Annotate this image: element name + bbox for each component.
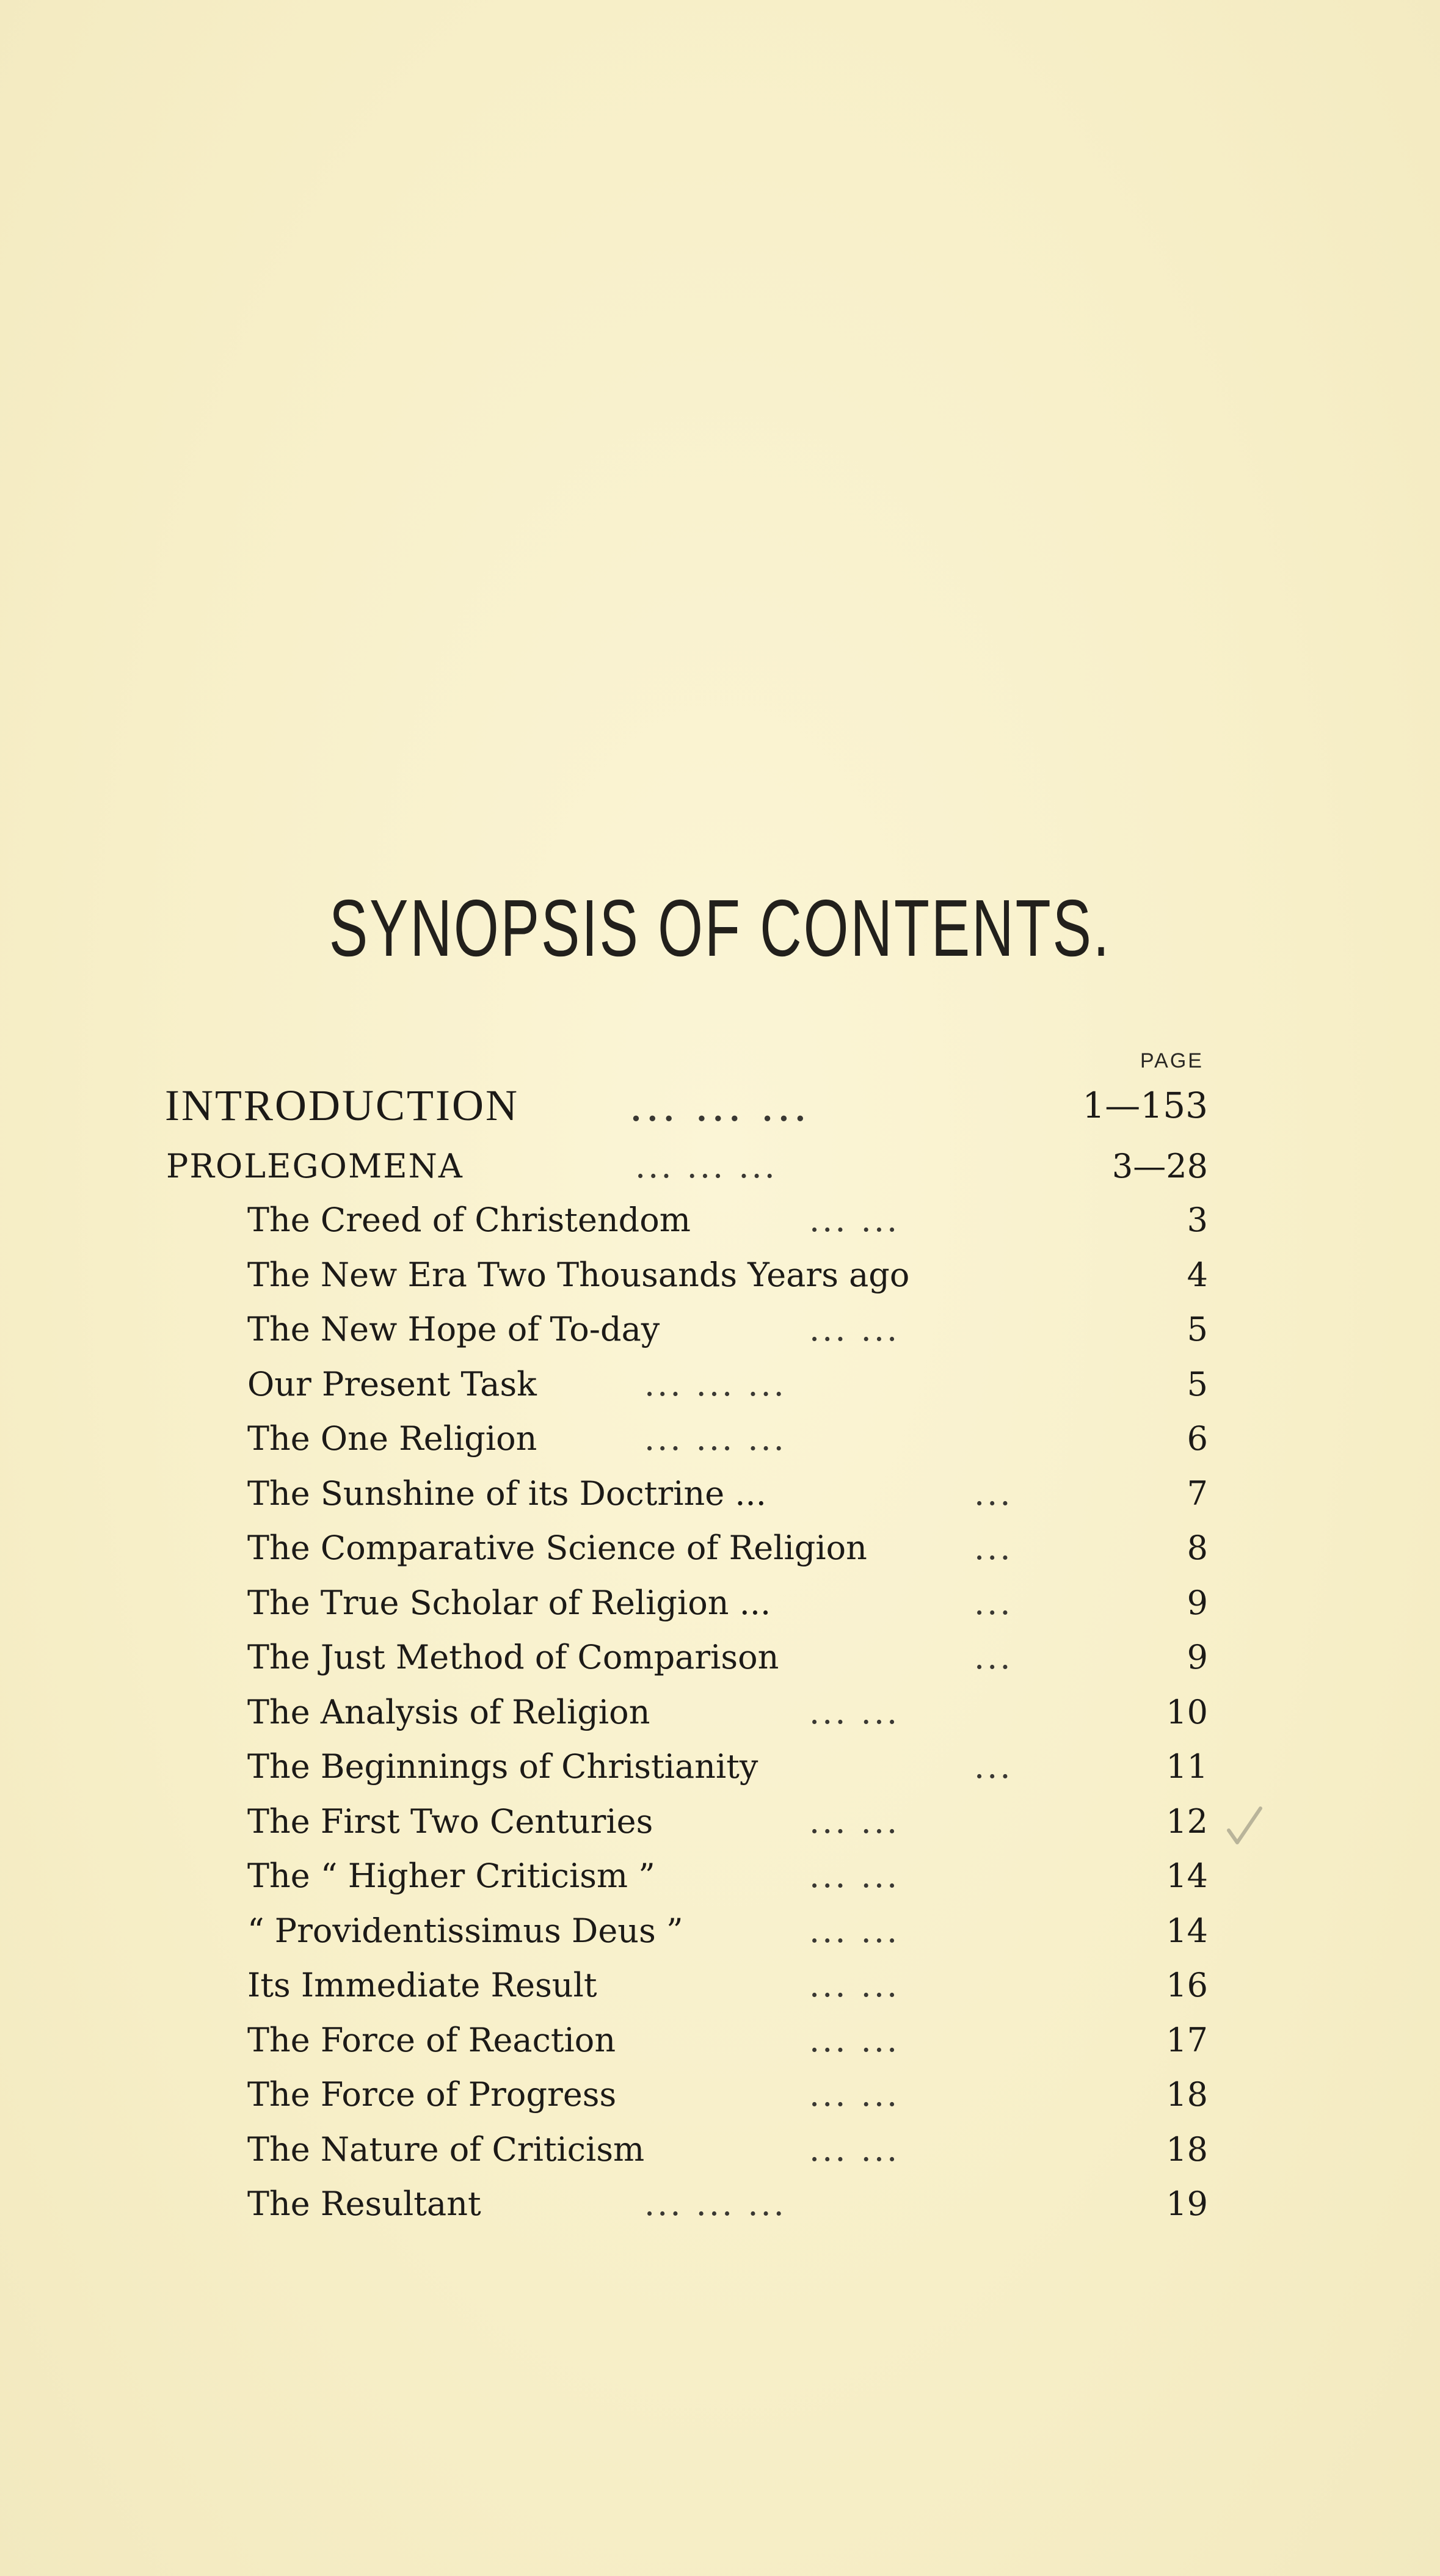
toc-page-number: 14: [1166, 1912, 1208, 1950]
toc-entry: [0, 1305, 1440, 1354]
toc-entry-label: Its Immediate Result: [247, 1966, 597, 2004]
toc-leader-dots: ... ...: [809, 1201, 900, 1239]
toc-entry: [0, 2016, 1440, 2065]
toc-page-number: 5: [1187, 1365, 1208, 1403]
toc-page-number: 7: [1187, 1474, 1208, 1513]
toc-entry: [0, 1251, 1440, 1300]
toc-entry-label: The “ Higher Criticism ”: [247, 1857, 655, 1895]
toc-entry: [0, 1742, 1440, 1791]
toc-leader-dots: ... ...: [809, 2075, 900, 2114]
toc-page-number: 18: [1166, 2130, 1208, 2169]
toc-entry-label: The Creed of Christendom: [247, 1201, 691, 1239]
toc-page-number: 19: [1166, 2185, 1208, 2223]
toc-entry: [0, 1469, 1440, 1518]
toc-entry-label: The Analysis of Religion: [247, 1693, 650, 1731]
toc-leader-dots: ... ...: [809, 1912, 900, 1950]
toc-page-number: 18: [1166, 2075, 1208, 2114]
toc-leader-dots: ... ... ...: [644, 1419, 787, 1458]
toc-entry-label: The Force of Reaction: [247, 2021, 616, 2059]
toc-leader-dots: ...: [974, 1747, 1013, 1786]
toc-page-number: 5: [1187, 1310, 1208, 1348]
page-title: SYNOPSIS OF CONTENTS.: [329, 883, 1111, 973]
toc-entry-label: The Comparative Science of Religion: [247, 1529, 867, 1567]
toc-page-number: 11: [1166, 1747, 1208, 1786]
toc-entry: [0, 1196, 1440, 1245]
toc-page-number: 9: [1187, 1584, 1208, 1622]
toc-leader-dots: ... ...: [809, 1857, 900, 1895]
toc-section-prolegomena: [0, 1142, 1440, 1191]
toc-page-number: 12: [1166, 1802, 1208, 1841]
toc-section-introduction: [0, 1078, 1440, 1133]
toc-section-label: PROLEGOMENA: [166, 1147, 464, 1185]
toc-page-number: 17: [1166, 2021, 1208, 2059]
toc-entry-label: The New Hope of To-day: [247, 1310, 660, 1348]
toc-entry: [0, 1633, 1440, 1682]
toc-page-number: 4: [1187, 1256, 1208, 1294]
toc-leader-dots: ... ... ...: [644, 1365, 787, 1403]
toc-leader-dots: ... ... ...: [629, 1080, 810, 1131]
toc-leader-dots: ... ...: [809, 2021, 900, 2059]
toc-entry: [0, 1524, 1440, 1573]
toc-leader-dots: ... ...: [809, 1802, 900, 1841]
toc-entry-label: The Resultant: [247, 2185, 481, 2223]
toc-page-number: 3—28: [1111, 1147, 1208, 1185]
toc-page-number: 16: [1166, 1966, 1208, 2004]
toc-page-number: 9: [1187, 1638, 1208, 1676]
toc-entry-label: The True Scholar of Religion ...: [247, 1584, 771, 1622]
toc-entry-label: The Sunshine of its Doctrine ...: [247, 1474, 766, 1513]
toc-entry-label: “ Providentissimus Deus ”: [247, 1912, 683, 1950]
toc-entry-label: The One Religion: [247, 1419, 537, 1458]
toc-leader-dots: ...: [974, 1529, 1013, 1567]
pencil-check-mark-icon: [1226, 1805, 1263, 1847]
toc-entry-label: Our Present Task: [247, 1365, 537, 1403]
toc-entry: [0, 2125, 1440, 2174]
toc-entry: [0, 1907, 1440, 1956]
toc-page-number: 6: [1187, 1419, 1208, 1458]
toc-page-number: 1—153: [1082, 1085, 1208, 1126]
toc-entry-label: The New Era Two Thousands Years ago: [247, 1256, 910, 1294]
toc-page-number: 8: [1187, 1529, 1208, 1567]
toc-entry: [0, 1360, 1440, 1409]
toc-entry: [0, 1852, 1440, 1901]
toc-leader-dots: ... ...: [809, 1310, 900, 1348]
toc-leader-dots: ...: [974, 1638, 1013, 1676]
toc-entry: [0, 1961, 1440, 2010]
toc-entry-label: The Just Method of Comparison: [247, 1638, 779, 1676]
toc-leader-dots: ... ... ...: [635, 1147, 777, 1185]
toc-leader-dots: ... ...: [809, 1966, 900, 2004]
toc-entry: [0, 2070, 1440, 2119]
toc-entry: [0, 2180, 1440, 2229]
toc-leader-dots: ...: [974, 1474, 1013, 1513]
toc-entry: [0, 1688, 1440, 1737]
toc-entry-label: The First Two Centuries: [247, 1802, 653, 1841]
toc-entry-label: The Force of Progress: [247, 2075, 617, 2114]
toc-entry: [0, 1414, 1440, 1463]
toc-leader-dots: ...: [974, 1584, 1013, 1622]
toc-leader-dots: ... ... ...: [644, 2185, 787, 2223]
toc-entry: [0, 1579, 1440, 1628]
toc-page-number: 14: [1166, 1857, 1208, 1895]
toc-leader-dots: ... ...: [809, 1693, 900, 1731]
toc-page-number: 10: [1166, 1693, 1208, 1731]
toc-leader-dots: ... ...: [809, 2130, 900, 2169]
page-column-header: PAGE: [1140, 1049, 1204, 1072]
toc-entry-label: The Nature of Criticism: [247, 2130, 645, 2169]
toc-section-label: INTRODUCTION: [165, 1081, 519, 1130]
toc-entry: [0, 1797, 1440, 1846]
toc-entry-label: The Beginnings of Christianity: [247, 1747, 758, 1786]
toc-page-number: 3: [1187, 1201, 1208, 1239]
